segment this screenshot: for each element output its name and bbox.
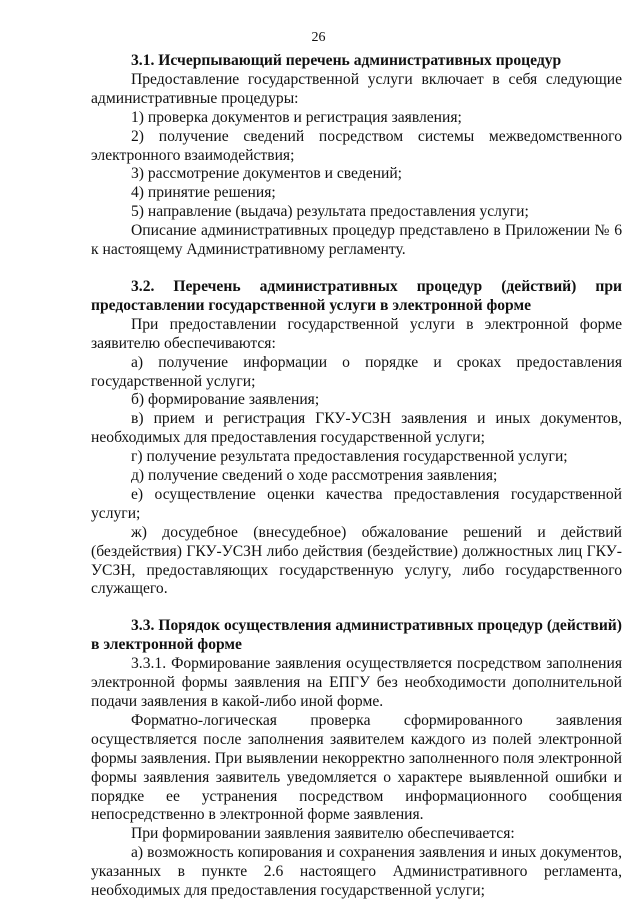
paragraph: Форматно-логическая проверка сформированного заявления осуществляется после заполнения заявителем каждого из полей электронной формы заявления. При выявлении некорректно заполненного поля электронной формы заявления заявитель уведомляется о характере выявленной ошибки и порядке ее устранения посредством информационного сообщения непосредственно в электронной форме заявления. — [91, 711, 622, 824]
page-number: 26 — [311, 30, 326, 45]
list-item: 2) получение сведений посредством системы межведомственного электронного взаимодействия; — [91, 127, 622, 164]
section-3-1-note: Описание административных процедур представлено в Приложении № 6 к настоящему Административному регламенту. — [91, 222, 622, 259]
list-item: д) получение сведений о ходе рассмотрения заявления; — [131, 467, 498, 485]
list-item: г) получение результата предоставления государственной услуги; — [131, 448, 568, 466]
section-spacer — [91, 260, 622, 278]
list-item: а) получение информации о порядке и сроках предоставления государственной услуги; — [91, 353, 622, 390]
paragraph: 3.3.1. Формирование заявления осуществляется посредством заполнения электронной формы заявления на ЕПГУ без необходимости дополнительной подачи заявления в какой-либо иной форме. — [91, 655, 622, 710]
list-item: 5) направление (выдача) результата предоставления услуги; — [131, 203, 529, 221]
section-3-1-intro: Предоставление государственной услуги включает в себя следующие административные процедуры: — [91, 70, 622, 107]
section-3-3-heading: 3.3. Порядок осуществления административных процедур (действий) в электронной форме — [91, 617, 622, 654]
paragraph: При формировании заявления заявителю обеспечивается: — [131, 825, 515, 843]
list-item: 3) рассмотрение документов и сведений; — [131, 165, 402, 183]
list-item: в) прием и регистрация ГКУ-УСЗН заявления и иных документов, необходимых для предоставления государственной услуги; — [91, 410, 622, 447]
section-3-2-intro: При предоставлении государственной услуги в электронной форме заявителю обеспечиваются: — [91, 315, 622, 352]
section-3-1-heading: 3.1. Исчерпывающий перечень административных процедур — [131, 52, 562, 69]
list-item: б) формирование заявления; — [131, 391, 320, 409]
section-spacer — [91, 599, 622, 617]
list-item: 1) проверка документов и регистрация заявления; — [131, 108, 462, 126]
list-item: ж) досудебное (внесудебное) обжалование решений и действий (бездействия) ГКУ-УСЗН либо действия (бездействие) должностных лиц ГКУ-УСЗН, предоставляющих государственную услугу, либо государственного служащего. — [91, 523, 622, 598]
list-item: е) осуществление оценки качества предоставления государственной услуги; — [91, 485, 622, 522]
section-3-2-heading: 3.2. Перечень административных процедур (действий) при предоставлении государственной услуги в электронной форме — [91, 277, 622, 314]
list-item: а) возможность копирования и сохранения заявления и иных документов, указанных в пункте 2.6 настоящего Административного регламента, необходимых для предоставления государственной услуги; — [91, 844, 622, 900]
list-item: 4) принятие решения; — [131, 184, 276, 202]
page-content — [91, 52, 622, 901]
